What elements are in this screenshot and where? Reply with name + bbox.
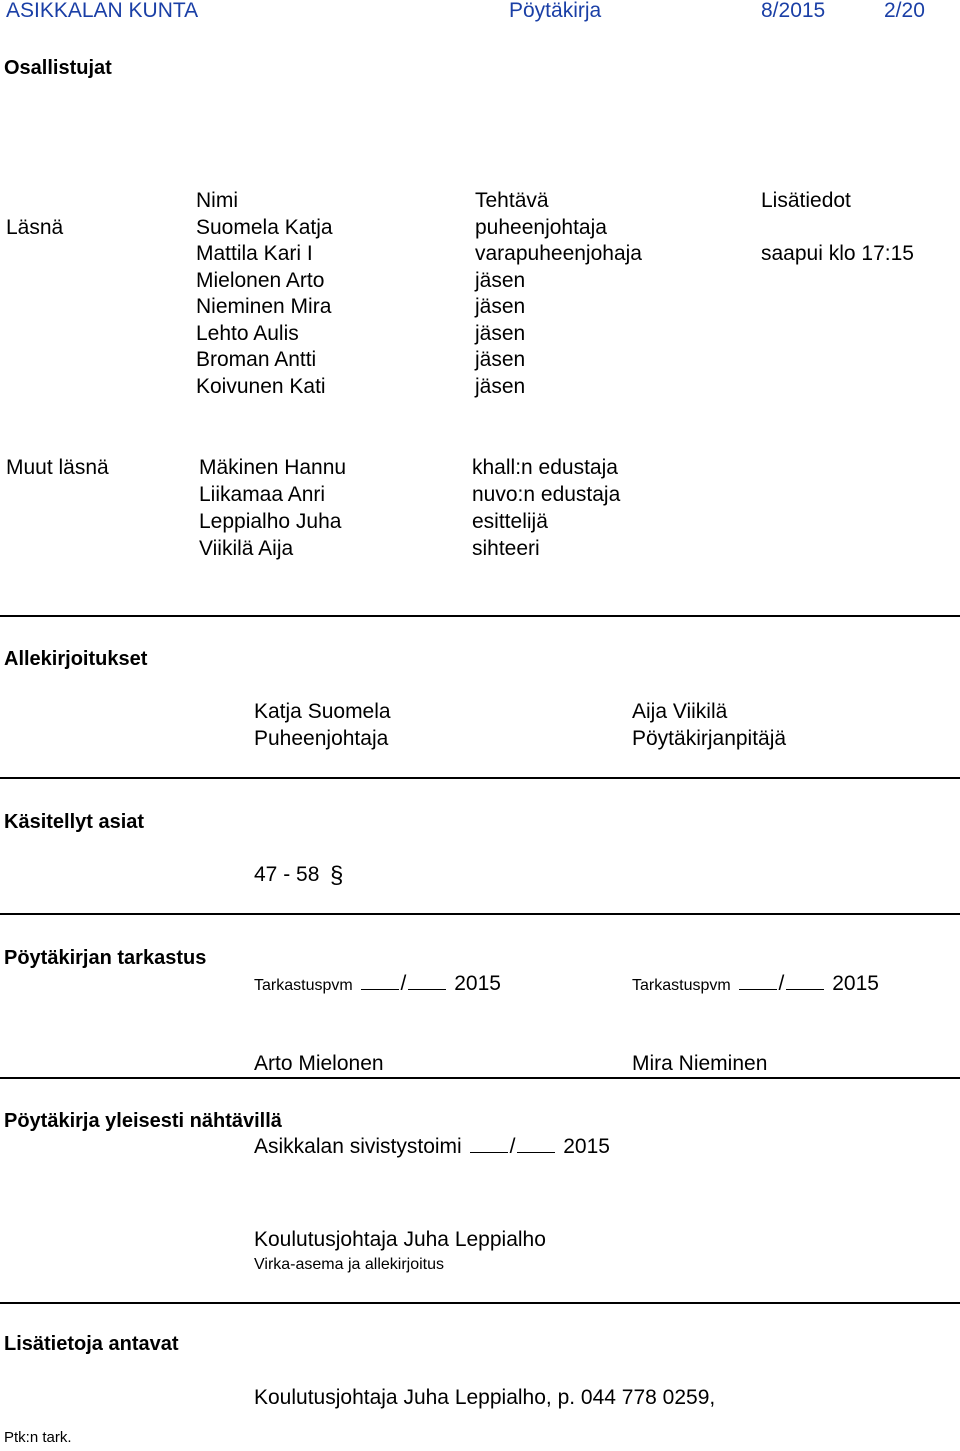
review-date-right (632, 971, 879, 999)
participant-role: jäsen (475, 348, 526, 371)
divider (0, 615, 960, 617)
col-header-name: Nimi (196, 189, 238, 212)
participant-role: puheenjohtaja (475, 216, 607, 239)
signature-right-name: Aija Viikilä (632, 700, 728, 723)
divider (0, 1077, 960, 1079)
signature-left-role: Puheenjohtaja (254, 727, 389, 750)
handled-range: 47 - 58 (254, 863, 320, 886)
participant-role: jäsen (475, 295, 526, 318)
col-header-role: Tehtävä (475, 189, 549, 212)
section-title-handled: Käsitellyt asiat (4, 811, 145, 833)
others-label: Muut läsnä (6, 456, 109, 479)
participant-role: jäsen (475, 269, 526, 292)
page-number: 2/20 (884, 0, 925, 22)
section-title-review: Pöytäkirjan tarkastus (4, 947, 207, 969)
public-display-line (254, 1134, 610, 1160)
other-name: Mäkinen Hannu (199, 456, 347, 479)
other-name: Viikilä Aija (199, 537, 294, 560)
participant-name: Nieminen Mira (196, 295, 332, 318)
other-name: Liikamaa Anri (199, 483, 326, 506)
public-signer-note: Virka-asema ja allekirjoitus (254, 1256, 444, 1273)
review-date-label: Tarkastuspvm (632, 977, 731, 994)
participant-role: varapuheenjohaja (475, 242, 642, 265)
footer-note: Ptk:n tark. (4, 1429, 72, 1446)
review-date-left (254, 971, 501, 999)
date-blank (739, 971, 777, 990)
date-blank (361, 971, 399, 990)
date-slash: / (509, 1135, 516, 1158)
participant-name: Koivunen Kati (196, 375, 326, 398)
other-role: khall:n edustaja (472, 456, 618, 479)
other-name: Leppialho Juha (199, 510, 342, 533)
public-signer: Koulutusjohtaja Juha Leppialho (254, 1228, 546, 1251)
participant-role: jäsen (475, 375, 526, 398)
section-title-contact: Lisätietoja antavat (4, 1333, 179, 1355)
other-role: sihteeri (472, 537, 540, 560)
divider (0, 913, 960, 915)
present-label: Läsnä (6, 216, 64, 239)
review-year: 2015 (832, 972, 879, 995)
reviewer-left-name: Arto Mielonen (254, 1052, 384, 1075)
participant-name: Lehto Aulis (196, 322, 299, 345)
reviewer-right-name: Mira Nieminen (632, 1052, 768, 1075)
date-blank (408, 971, 446, 990)
participant-role: jäsen (475, 322, 526, 345)
municipality-name: ASIKKALAN KUNTA (6, 0, 199, 22)
date-blank (786, 971, 824, 990)
review-date-label: Tarkastuspvm (254, 977, 353, 994)
other-role: esittelijä (472, 510, 548, 533)
section-title-public: Pöytäkirja yleisesti nähtävillä (4, 1110, 282, 1132)
participant-name: Mattila Kari I (196, 242, 313, 265)
divider (0, 1302, 960, 1304)
signature-left-name: Katja Suomela (254, 700, 391, 723)
review-year: 2015 (454, 972, 501, 995)
participant-name: Suomela Katja (196, 216, 333, 239)
participant-info: saapui klo 17:15 (761, 242, 914, 265)
date-slash: / (778, 972, 785, 995)
date-slash: / (400, 972, 407, 995)
document-type: Pöytäkirja (509, 0, 602, 22)
section-title-signatures: Allekirjoitukset (4, 648, 148, 670)
divider (0, 777, 960, 779)
public-place: Asikkalan sivistystoimi (254, 1135, 462, 1158)
date-blank (517, 1134, 555, 1153)
section-sign-icon: § (330, 862, 344, 889)
section-title-participants: Osallistujat (4, 57, 112, 79)
other-role: nuvo:n edustaja (472, 483, 621, 506)
document-number: 8/2015 (761, 0, 826, 22)
participant-name: Mielonen Arto (196, 269, 325, 292)
participant-name: Broman Antti (196, 348, 317, 371)
signature-right-role: Pöytäkirjanpitäjä (632, 727, 787, 750)
contact-text: Koulutusjohtaja Juha Leppialho, p. 044 778 0259, (254, 1386, 716, 1409)
col-header-info: Lisätiedot (761, 189, 851, 212)
public-year: 2015 (563, 1135, 610, 1158)
date-blank (470, 1134, 508, 1153)
